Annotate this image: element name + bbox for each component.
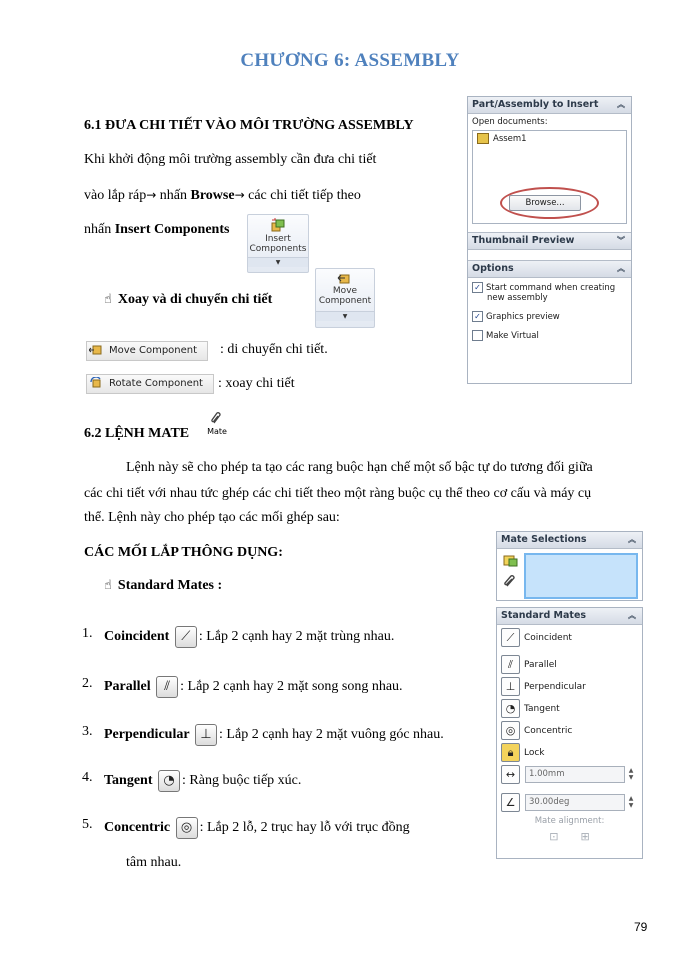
item-name: Perpendicular [104, 727, 190, 743]
item-number: 2. [82, 676, 93, 691]
chevron-down-icon[interactable]: ▼ [316, 311, 374, 321]
section-2-heading: 6.2 LỆNH MATE [84, 426, 190, 441]
highlight-ellipse [500, 187, 599, 219]
mate-option-coincident[interactable] [497, 627, 642, 649]
rotate-component-command[interactable] [86, 374, 214, 394]
perpendicular-icon: ⊥ [501, 677, 520, 696]
list-item [82, 817, 410, 839]
insert-property-panel [467, 96, 632, 384]
anti-aligned-icon[interactable]: ⊞ [580, 830, 590, 843]
item-name: Parallel [104, 679, 151, 695]
standard-mates-panel [496, 607, 643, 859]
angle-row [497, 792, 642, 816]
para-line3: thể. Lệnh này cho phép tạo các mối ghép sau: [84, 510, 340, 525]
document-item[interactable] [473, 131, 626, 146]
tangent-icon: ◔ [158, 770, 180, 792]
chevron-down-icon[interactable]: ▼ [248, 257, 308, 267]
item-desc: : Lắp 2 cạnh hay 2 mặt trùng nhau. [198, 629, 395, 645]
distance-icon[interactable]: ↔ [501, 765, 520, 784]
mate-option-label: Parallel [524, 660, 557, 670]
mate-option-label: Concentric [524, 726, 573, 736]
move-component-icon [89, 344, 103, 356]
spinner-arrows-icon[interactable]: ▲ ▼ [628, 767, 634, 781]
mate-option-lock[interactable] [497, 742, 642, 764]
coincident-icon: ⟋ [175, 626, 197, 648]
line2-text-a: vào lắp ráp [84, 188, 147, 203]
distance-row [497, 764, 642, 788]
option1-line2: new assembly [487, 293, 548, 303]
alignment-buttons [497, 830, 642, 843]
move-btn-label-2: Component [318, 296, 372, 306]
mate-option-perpendicular[interactable] [497, 676, 642, 698]
parallel-icon: ⫽ [156, 676, 178, 698]
paperclip-icon [204, 411, 230, 427]
mate-option-label: Lock [524, 748, 545, 758]
standard-mates-bullet [104, 578, 222, 594]
options-header-text: Options [472, 263, 514, 274]
browse-button[interactable]: Browse... [509, 195, 581, 211]
collapse-up-icon[interactable]: ︽ [628, 535, 636, 544]
perpendicular-icon: ⊥ [195, 724, 217, 746]
item-number: 3. [82, 724, 93, 739]
rotate-component-icon [89, 377, 103, 389]
item5-continuation: tâm nhau. [126, 855, 182, 870]
option-start-command[interactable] [468, 278, 631, 303]
collapse-up-icon[interactable]: ︽ [617, 264, 625, 273]
common-mates-heading: CÁC MỐI LẮP THÔNG DỤNG: [84, 545, 283, 560]
item-number: 5. [82, 817, 93, 832]
thumbnail-header-text: Thumbnail Preview [472, 235, 575, 246]
insert-components-button[interactable] [247, 214, 309, 273]
para-line1: Lệnh này sẽ cho phép ta tạo các rang buộc hạn chế một số bậc tự do tương đối giữa [126, 460, 593, 475]
option1-line1: Start command when creating [486, 283, 616, 293]
rotate-desc: : xoay chi tiết [218, 376, 295, 391]
move-btn-label-1: Move [332, 286, 358, 296]
mate-selections-header[interactable] [497, 532, 642, 549]
item-desc: : Ràng buộc tiếp xúc. [182, 773, 302, 789]
section-1-heading: 6.1 ĐƯA CHI TIẾT VÀO MÔI TRƯỜNG ASSEMBLY [84, 118, 414, 133]
collapse-up-icon[interactable]: ︽ [628, 611, 636, 620]
item-name: Tangent [104, 773, 153, 789]
insert-components-icon [248, 218, 308, 234]
item-number: 4. [82, 770, 93, 785]
mate-option-tangent[interactable] [497, 698, 642, 720]
assembly-icon [477, 133, 489, 144]
mate-option-label: Coincident [524, 633, 572, 643]
hand-pointer-icon: ☝ [104, 578, 112, 593]
insert-panel-header-text: Part/Assembly to Insert [472, 99, 599, 110]
item-desc: : Lắp 2 cạnh hay 2 mặt song song nhau. [180, 679, 403, 695]
option2-label: Graphics preview [486, 312, 560, 322]
distance-input[interactable]: 1.00mm [525, 766, 625, 783]
collapse-up-icon[interactable]: ︽ [617, 100, 625, 109]
item-desc: : Lắp 2 lỗ, 2 trục hay lỗ với trục đồng [199, 820, 410, 836]
open-documents-list[interactable] [472, 130, 627, 224]
selection-entity-icon [503, 554, 519, 571]
insert-btn-label-1: Insert [265, 234, 291, 244]
checkbox-checked[interactable]: ✓ [472, 282, 483, 293]
item-name: Coincident [104, 629, 170, 645]
list-item [82, 676, 403, 698]
mate-selections-header-text: Mate Selections [501, 534, 587, 545]
paperclip-icon [503, 574, 519, 591]
concentric-icon: ◎ [501, 721, 520, 740]
tangent-icon: ◔ [501, 699, 520, 718]
mate-alignment-label: Mate alignment: [534, 816, 605, 826]
arrow-icon: → [234, 188, 245, 202]
list-item [82, 724, 444, 746]
mate-toolbar-button[interactable] [204, 411, 230, 441]
mate-selections-panel [496, 531, 643, 601]
rotate-component-label: Rotate Component [109, 378, 203, 389]
angle-icon[interactable]: ∠ [501, 793, 520, 812]
item-name: Concentric [104, 820, 171, 836]
arrow-icon: → [146, 188, 157, 202]
mate-option-label: Tangent [524, 704, 560, 714]
mate-option-label: Perpendicular [524, 682, 586, 692]
option3-label: Make Virtual [486, 331, 539, 341]
move-desc: : di chuyển chi tiết. [220, 342, 328, 357]
option-graphics-preview[interactable] [468, 303, 631, 322]
chapter-title: CHƯƠNG 6: ASSEMBLY [240, 50, 460, 71]
angle-input[interactable]: 30.00deg [525, 794, 625, 811]
item-number: 1. [82, 626, 93, 641]
para-line2: các chi tiết với nhau tức ghép các chi tiết theo một ràng buộc cụ thể theo cơ cấu và máy cụ [84, 486, 592, 501]
page-number: 79 [634, 920, 648, 934]
section-1-line1: Khi khởi động môi trường assembly cần đưa chi tiết [84, 152, 377, 167]
expand-down-icon[interactable]: ︾ [617, 236, 625, 245]
browse-word: Browse [190, 188, 235, 203]
move-component-button[interactable] [315, 268, 375, 328]
section-1-line2 [84, 188, 361, 204]
move-component-command[interactable] [86, 341, 208, 361]
options-header[interactable] [468, 260, 631, 278]
option-make-virtual[interactable] [468, 322, 631, 341]
move-bullet-text: Xoay và di chuyển chi tiết [117, 292, 273, 307]
move-component-icon [316, 272, 374, 286]
hand-pointer-icon: ☝ [104, 292, 112, 307]
insert-panel-header[interactable] [468, 97, 631, 114]
section-1-line3 [84, 222, 229, 238]
line2-text-c: các chi tiết tiếp theo [244, 188, 361, 203]
insert-btn-label-2: Components [249, 244, 307, 254]
thumbnail-preview-header[interactable] [468, 232, 631, 250]
mate-button-label: Mate [207, 427, 227, 436]
standard-mates-label: Standard Mates : [117, 578, 223, 593]
mate-option-concentric[interactable] [497, 720, 642, 742]
aligned-icon[interactable]: ⊡ [549, 830, 559, 843]
lock-icon: 🔒︎ [501, 743, 520, 762]
move-component-label: Move Component [109, 345, 198, 356]
item-desc: : Lắp 2 cạnh hay 2 mặt vuông góc nhau. [219, 727, 444, 743]
mate-selections-list[interactable] [524, 553, 638, 599]
standard-mates-header[interactable] [497, 608, 642, 625]
coincident-icon: ⟋ [501, 628, 520, 647]
open-documents-label: Open documents: [472, 117, 548, 127]
list-item [82, 626, 395, 648]
move-bullet [104, 292, 272, 308]
spinner-arrows-icon[interactable]: ▲ ▼ [628, 795, 634, 809]
concentric-icon: ◎ [176, 817, 198, 839]
document-name: Assem1 [493, 134, 527, 144]
line3-text-a: nhấn [84, 222, 115, 237]
standard-mates-header-text: Standard Mates [501, 610, 587, 621]
parallel-icon: ⫽ [501, 655, 520, 674]
list-item [82, 770, 302, 792]
line2-text-b: nhấn [156, 188, 191, 203]
mate-option-parallel[interactable] [497, 654, 642, 676]
checkbox-checked[interactable]: ✓ [472, 311, 483, 322]
checkbox-unchecked[interactable] [472, 330, 483, 341]
insert-components-word: Insert Components [114, 222, 230, 237]
